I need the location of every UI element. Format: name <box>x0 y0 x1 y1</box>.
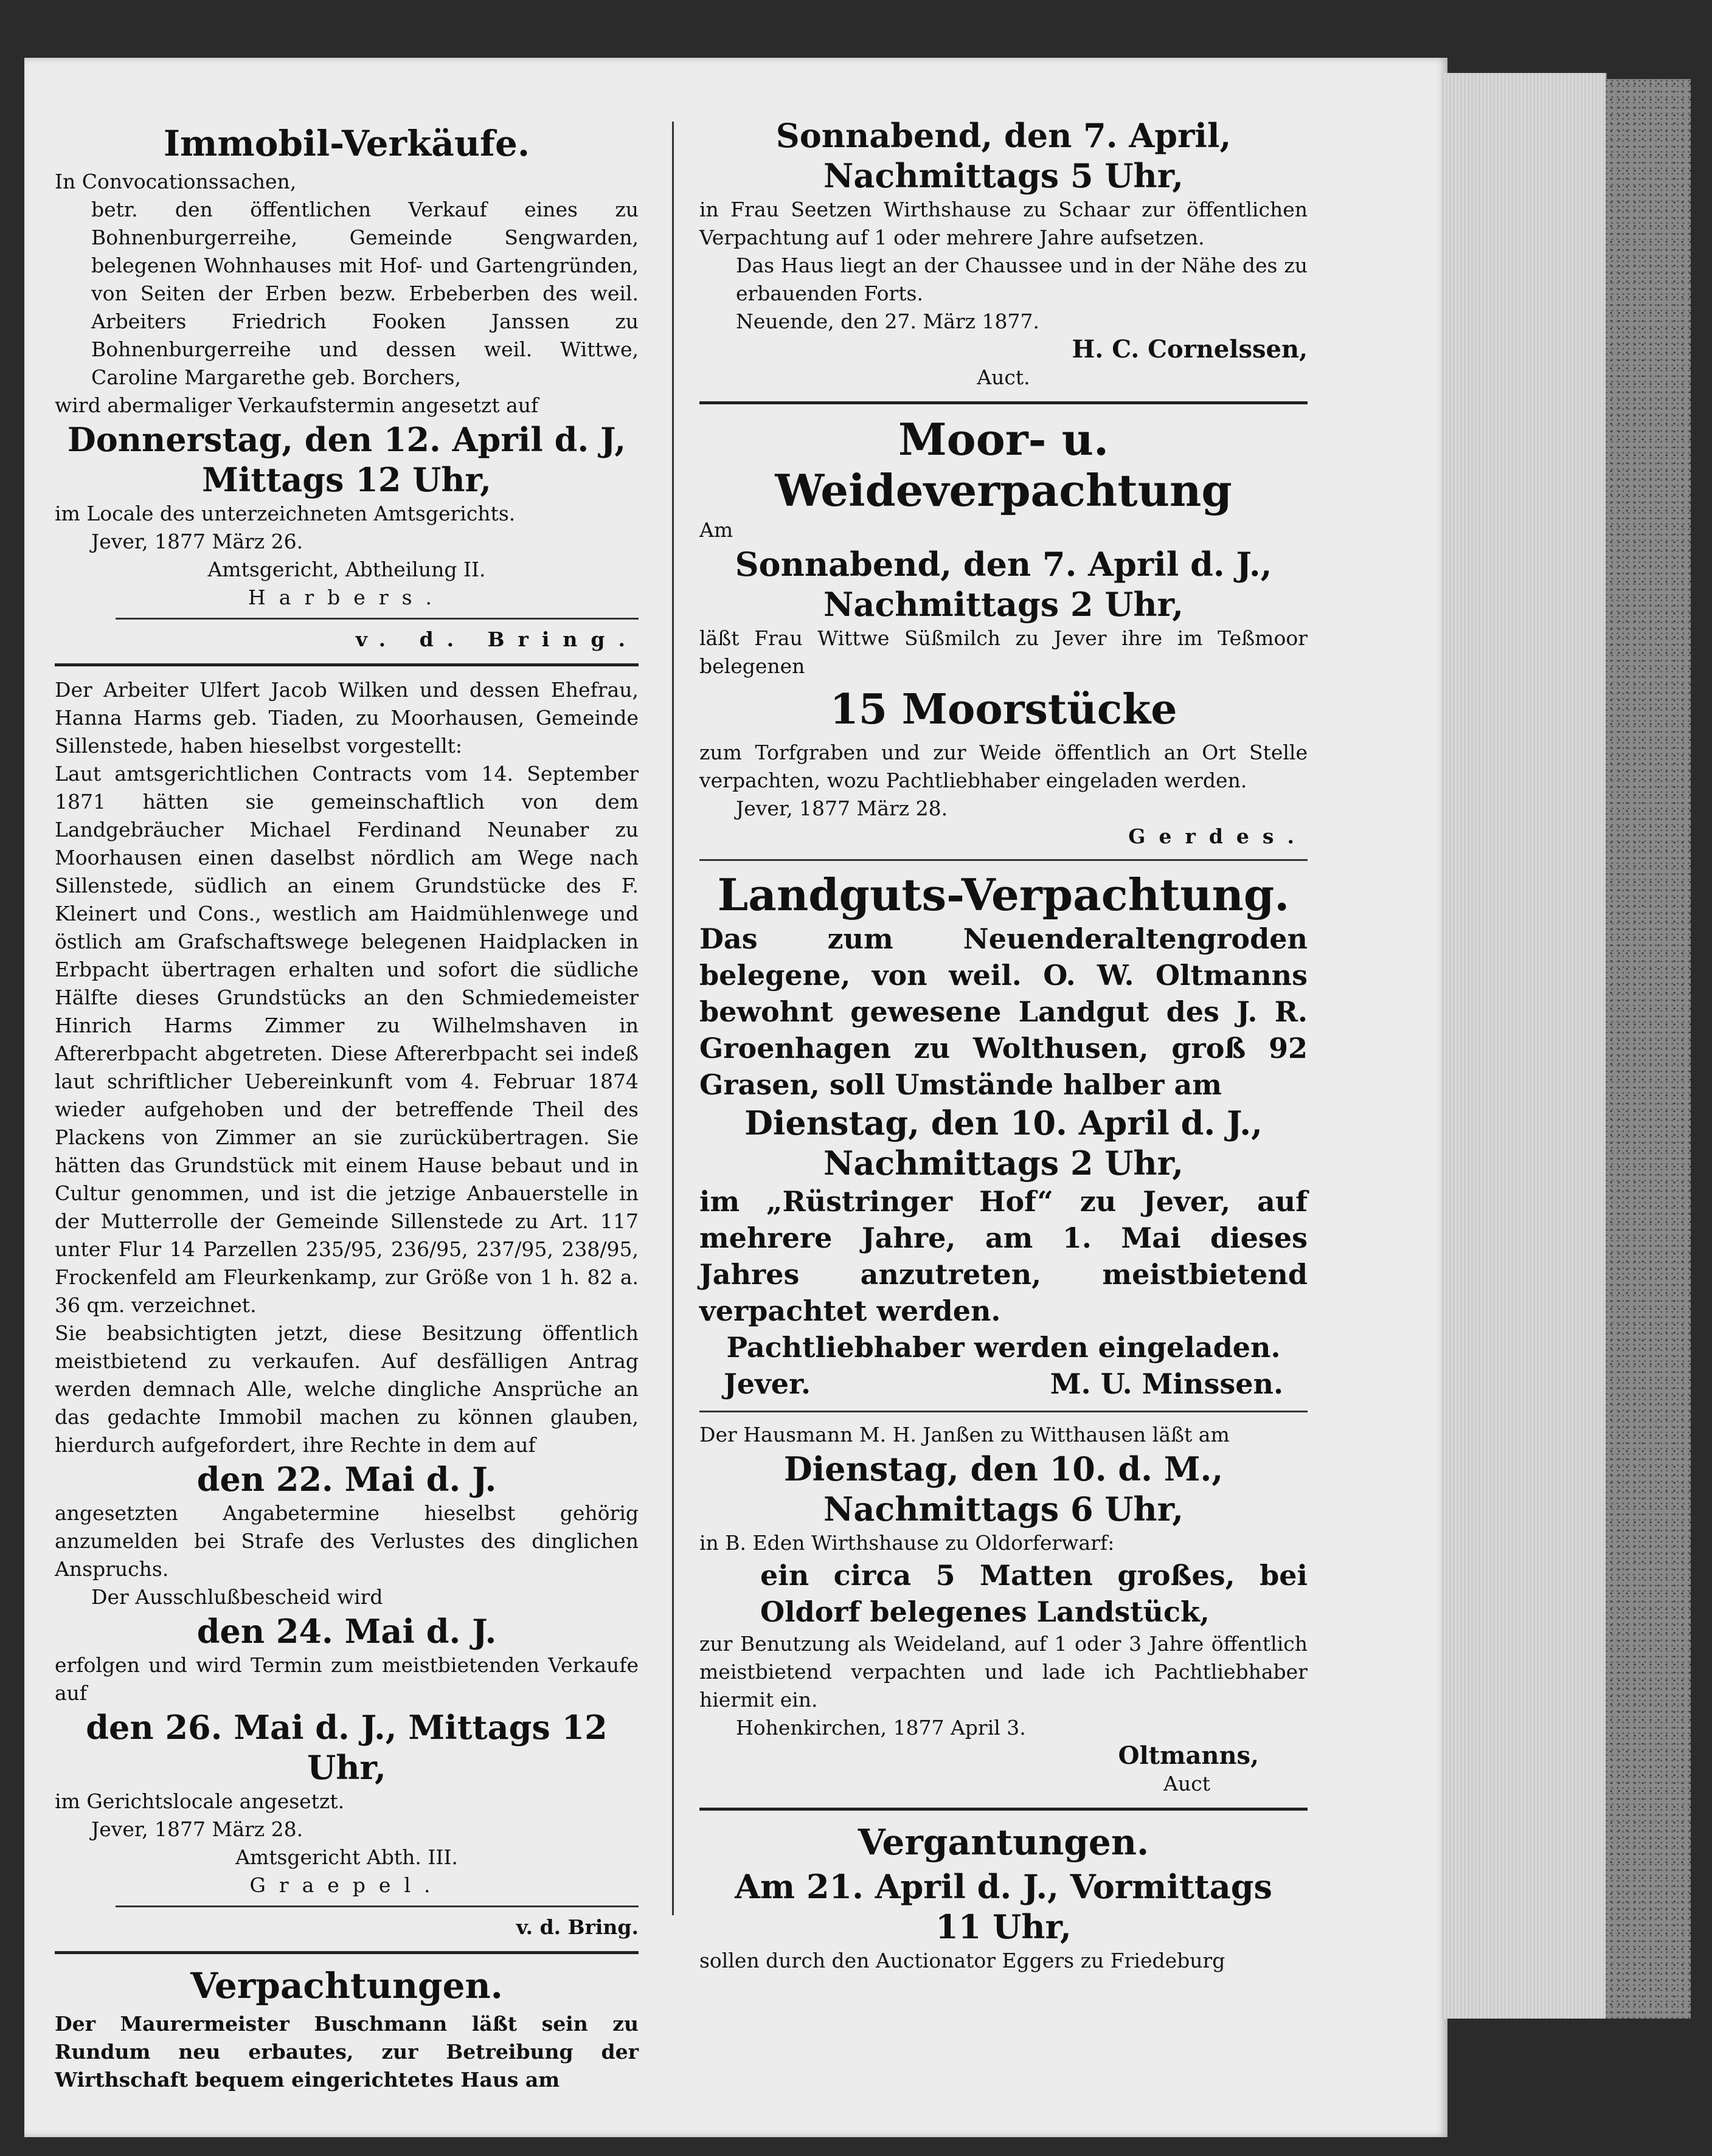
divider <box>55 1951 639 1954</box>
moor-date: Sonnabend, den 7. April d. J., <box>735 545 1272 584</box>
moor-dateline: Jever, 1877 März 28. <box>736 796 948 820</box>
janssen-date: Dienstag, den 10. d. M., <box>783 1449 1224 1488</box>
verpachtungen-section <box>55 1964 639 2094</box>
wilken-sig2: v. d. Bring. <box>516 1915 639 1939</box>
janssen-body: Der Hausmann M. H. Janßen zu Witthausen läßt am <box>699 1423 1230 1446</box>
wilken-signer: Graepel. <box>249 1873 444 1897</box>
wilken-p4: angesetzten Angabetermine hieselbst gehörig anzumelden bei Strafe des Verlustes des dinglichen Anspruchs. <box>55 1501 639 1581</box>
janssen-time: Nachmittags 6 Uhr, <box>823 1490 1184 1529</box>
divider <box>699 1411 1308 1412</box>
janssen-body2: zur Benutzung als Weideland, auf 1 oder 3 Jahre öffentlich meistbietend verpachten und lade ich Pachtliebhaber hiermit ein. <box>699 1632 1308 1712</box>
moor-body: läßt Frau Wittwe Süßmilch zu Jever ihre im Teßmoor belegenen <box>699 626 1308 678</box>
divider <box>55 663 639 666</box>
wilken-date3: den 26. Mai d. J., Mittags 12 Uhr, <box>86 1708 608 1787</box>
wilken-court: Amtsgericht Abth. III. <box>235 1845 458 1869</box>
immobil-intro: In Convocationssachen, <box>55 170 297 193</box>
vergantungen-section <box>699 1820 1308 1975</box>
divider <box>699 401 1308 404</box>
verpachtungen-heading: Verpachtungen. <box>190 1965 503 2006</box>
wilken-date2: den 24. Mai d. J. <box>196 1612 497 1651</box>
vergantungen-heading: Vergantungen. <box>858 1822 1149 1863</box>
right-column <box>699 116 1308 1975</box>
wilken-p5: Der Ausschlußbescheid wird <box>91 1585 383 1609</box>
moor-am: Am <box>699 518 733 542</box>
sonnabend-date: Sonnabend, den 7. April, <box>775 116 1232 155</box>
janssen-place: in B. Eden Wirthshause zu Oldorferwarf: <box>699 1531 1115 1555</box>
immobil-heading: Immobil-Verkäufe. <box>163 123 530 164</box>
immobil-signer: Harbers. <box>248 586 446 609</box>
moor-big: 15 Moorstücke <box>830 685 1177 734</box>
janssen-big: ein circa 5 Matten großes, bei Oldorf belegenes Landstück, <box>760 1559 1308 1628</box>
vergantungen-date: Am 21. April d. J., Vormittags <box>735 1867 1272 1906</box>
sonnabend-signer: H. C. Cornelssen, <box>1072 335 1308 364</box>
sonnabend-dateline: Neuende, den 27. März 1877. <box>736 309 1040 333</box>
divider <box>116 1906 639 1907</box>
janssen-notice <box>699 1421 1308 1798</box>
book-cover <box>1606 79 1691 2019</box>
vergantungen-body: sollen durch den Auctionator Eggers zu Friedeburg <box>699 1949 1225 1972</box>
wilken-dateline: Jever, 1877 März 28. <box>91 1817 303 1841</box>
landgut-body: Das zum Neuenderaltengroden belegene, von weil. O. W. Oltmanns bewohnt gewesene Landgut des J. R. Groenhagen zu Wolthusen, groß 92 Grasen, soll Umstände halber am <box>699 922 1308 1101</box>
landgut-invite: Pachtliebhaber werden eingeladen. <box>726 1331 1281 1364</box>
landgut-body2: im „Rüstringer Hof“ zu Jever, auf mehrere Jahre, am 1. Mai dieses Jahres anzutreten, meistbietend verpachtet werden. <box>699 1185 1308 1327</box>
wilken-date1: den 22. Mai d. J. <box>196 1460 497 1499</box>
landgut-notice <box>699 869 1308 1402</box>
sonnabend-body: in Frau Seetzen Wirthshause zu Schaar zur öffentlichen Verpachtung auf 1 oder mehrere Jahre aufsetzen. <box>699 198 1308 249</box>
immobil-date: Donnerstag, den 12. April d. J, <box>67 420 626 459</box>
divider <box>699 1808 1308 1811</box>
landgut-place: Jever. <box>724 1367 811 1400</box>
immobil-notice <box>55 122 639 654</box>
column-divider <box>672 122 674 1915</box>
wilken-p3: Sie beabsichtigten jetzt, diese Besitzung öffentlich meistbietend zu verkaufen. Auf desfälligen Antrag werden demnach Alle, welche dingliche Ansprüche an das gedachte Immobil machen zu können glauben, hierdurch aufgefordert, ihre Rechte in dem auf <box>55 1321 639 1457</box>
landgut-signer: M. U. Minssen. <box>1050 1367 1283 1400</box>
sonnabend-time: Nachmittags 5 Uhr, <box>823 156 1184 195</box>
wilken-p1: Der Arbeiter Ulfert Jacob Wilken und dessen Ehefrau, Hanna Harms geb. Tiaden, zu Moorhausen, Gemeinde Sillenstede, haben hieselbst vorgestellt: <box>55 678 639 758</box>
moor-notice <box>699 414 1308 851</box>
divider <box>116 618 639 620</box>
janssen-dateline: Hohenkirchen, 1877 April 3. <box>736 1716 1026 1740</box>
wilken-notice <box>55 676 639 1941</box>
immobil-time: Mittags 12 Uhr, <box>202 460 491 499</box>
wilken-p2: Laut amtsgerichtlichen Contracts vom 14. September 1871 hätten sie gemeinschaftlich von dem Landgebräucher Michael Ferdinand Neunaber zu Moorhausen einen daselbst nördlich am Wege nach Sillenstede, südlich an einem Grundstücke des F. Kleinert und Cons., westlich am Haidmühlenwege und östlich am Grafschaftswege belegenen Haidplacken in Erbpacht übertragen erhalten und sofort die südliche Hälfte dieses Grundstücks an den Schmiedemeister Hinrich Harms Zimmer zu Wilhelmshaven in Aftererbpacht abgetreten. Diese Aftererbpacht sei indeß laut schriftlicher Uebereinkunft vom 4. Februar 1874 wieder aufgehoben und der betreffende Theil des Plackens von Zimmer an sie zurückübertragen. Sie hätten das Grundstück mit einem Hause bebaut und in Cultur genommen, und ist die jetzige Anbauerstelle in der Mutterrolle der Gemeinde Sillenstede zu Art. 117 unter Flur 14 Parzellen 235/95, 236/95, 237/95, 238/95, Frockenfeld am Fleurkenkamp, zur Größe von 1 h. 82 a. 36 qm. verzeichnet. <box>55 762 639 1317</box>
divider <box>699 859 1308 861</box>
left-column <box>55 116 639 2094</box>
moor-heading: Moor- u. Weideverpachtung <box>775 413 1232 516</box>
moor-body2: zum Torfgraben und zur Weide öffentlich an Ort Stelle verpachten, wozu Pachtliebhaber eingeladen werden. <box>699 741 1308 792</box>
janssen-role: Auct <box>1163 1772 1210 1795</box>
landgut-heading: Landguts-Verpachtung. <box>717 869 1290 921</box>
vergantungen-time: 11 Uhr, <box>935 1907 1072 1946</box>
landgut-time: Nachmittags 2 Uhr, <box>823 1144 1184 1183</box>
moor-time: Nachmittags 2 Uhr, <box>823 585 1184 624</box>
landgut-date: Dienstag, den 10. April d. J., <box>744 1104 1263 1142</box>
sonnabend-p2: Das Haus liegt an der Chaussee und in der Nähe des zu erbauenden Forts. <box>736 254 1308 305</box>
wilken-p6: erfolgen und wird Termin zum meistbietenden Verkaufe auf <box>55 1653 639 1705</box>
wilken-p7: im Gerichtslocale angesetzt. <box>55 1789 345 1813</box>
moor-signer: Gerdes. <box>1128 824 1308 848</box>
book-page-edges <box>1441 73 1607 2019</box>
janssen-signer: Oltmanns, <box>1118 1741 1259 1770</box>
immobil-sig2: v. d. Bring. <box>355 627 639 651</box>
immobil-place: im Locale des unterzeichneten Amtsgerichts. <box>55 502 516 525</box>
immobil-dateline: Jever, 1877 März 26. <box>91 530 303 553</box>
verpachtungen-body: Der Maurermeister Buschmann läßt sein zu Rundum neu erbautes, zur Betreibung der Wirthschaft bequem eingerichtetes Haus am <box>55 2012 639 2092</box>
sonnabend-notice <box>699 116 1308 392</box>
landgut-signature-row <box>699 1366 1308 1402</box>
sonnabend-role: Auct. <box>977 365 1030 389</box>
immobil-court: Amtsgericht, Abtheilung II. <box>207 558 486 581</box>
immobil-body: betr. den öffentlichen Verkauf eines zu Bohnenburgerreihe, Gemeinde Sengwarden, belegenen Wohnhauses mit Hof- und Gartengründen, von Seiten der Erben bezw. Erbeberben des weil. Arbeiters Friedrich Fooken Janssen zu Bohnenburgerreihe und dessen weil. Wittwe, Caroline Margarethe geb. Borchers, <box>91 198 639 389</box>
immobil-termin-intro: wird abermaliger Verkaufstermin angesetzt auf <box>55 393 539 417</box>
